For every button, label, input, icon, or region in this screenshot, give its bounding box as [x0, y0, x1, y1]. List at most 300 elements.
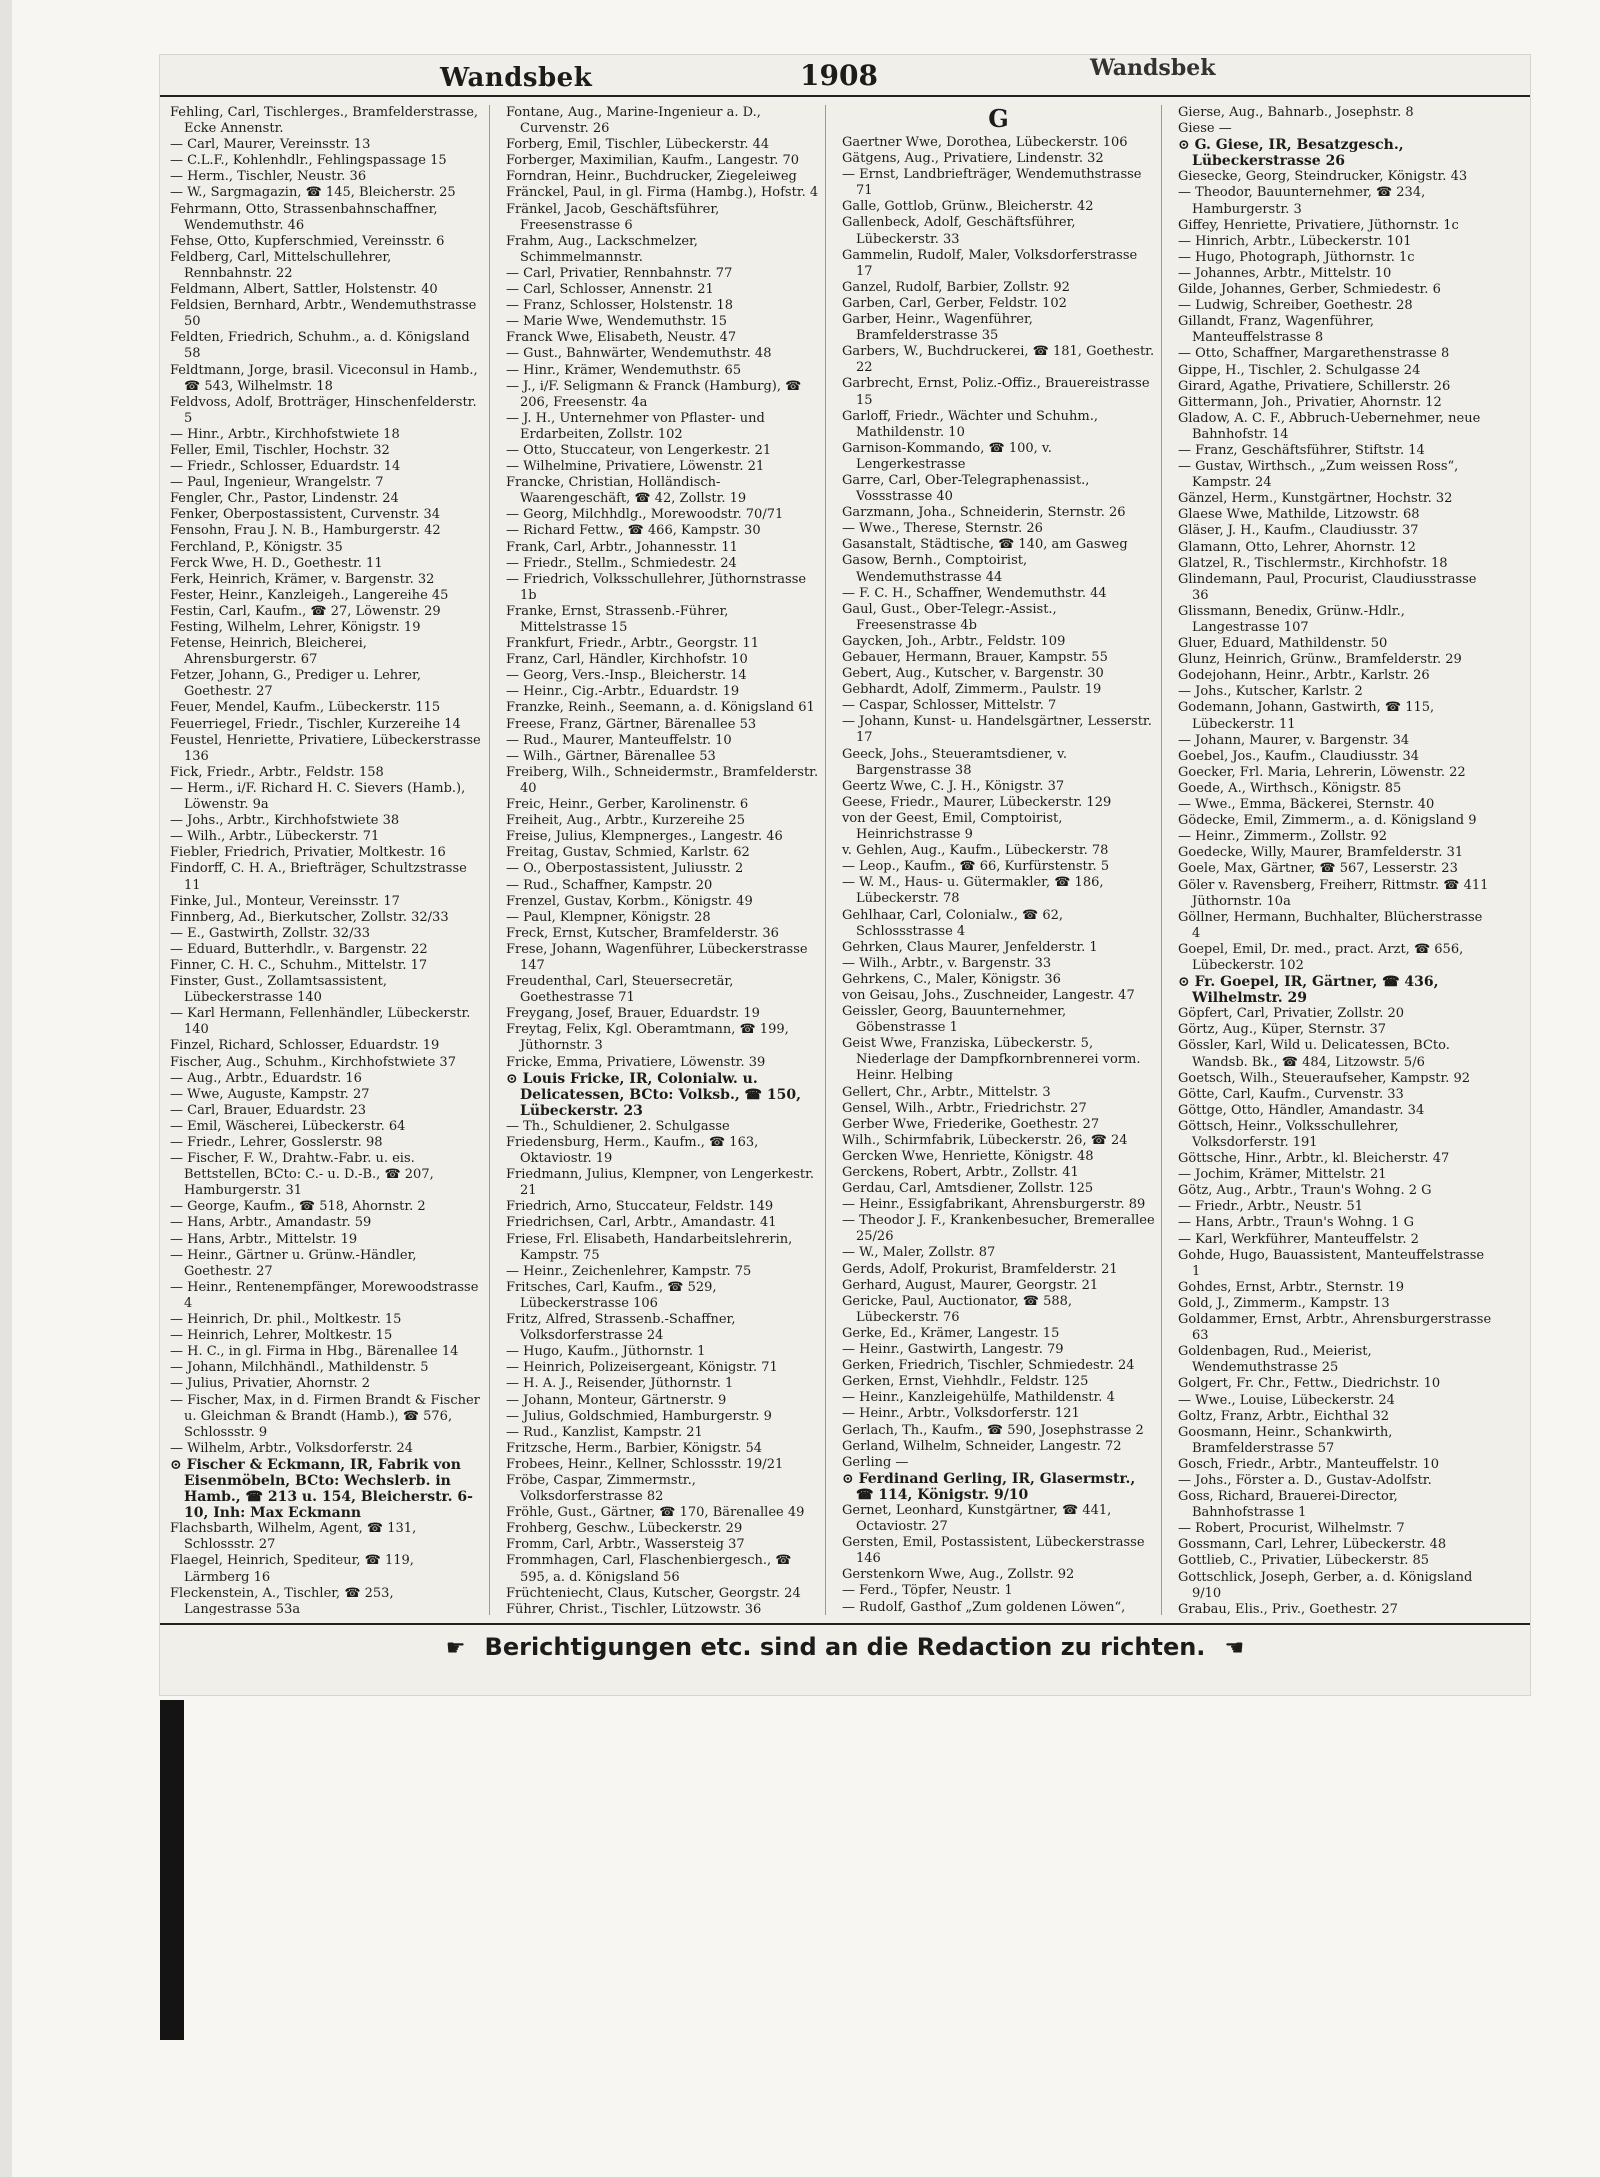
- directory-entry: Frankfurt, Friedr., Arbtr., Georgstr. 11: [506, 636, 759, 652]
- directory-entry: Ferk, Heinrich, Krämer, v. Bargenstr. 32: [170, 571, 435, 587]
- directory-entry: — Heinr., Essigfabrikant, Ahrensburgerstr. 89: [842, 1197, 1146, 1213]
- directory-entry: Frahm, Aug., Lackschmelzer, Schimmelmannstr.: [506, 233, 698, 265]
- directory-entry: — Franz, Geschäftsführer, Stiftstr. 14: [1178, 442, 1425, 458]
- directory-entry: Frese, Johann, Wagenführer, Lübeckerstrasse 147: [506, 941, 808, 973]
- header-year: 1908: [800, 59, 878, 92]
- directory-entry: Gaertner Wwe, Dorothea, Lübeckerstr. 106: [842, 135, 1128, 150]
- directory-entry: Franke, Ernst, Strassenb.-Führer, Mittelstrasse 15: [506, 603, 729, 635]
- directory-entry: — Fischer, Max, in d. Firmen Brandt & Fischer u. Gleichman & Brandt (Hamb.), ☎ 576, Schlossstr. 9: [170, 1392, 480, 1440]
- directory-entry: Fetzer, Johann, G., Prediger u. Lehrer, Goethestr. 27: [170, 668, 421, 700]
- directory-entry: Gossmann, Carl, Lehrer, Lübeckerstr. 48: [1178, 1537, 1447, 1553]
- directory-entry: Gohdes, Ernst, Arbtr., Sternstr. 19: [1178, 1279, 1405, 1295]
- directory-entry: — Richard Fettw., ☎ 466, Kampstr. 30: [506, 523, 761, 539]
- directory-entry: Feller, Emil, Tischler, Hochstr. 32: [170, 442, 390, 458]
- directory-entry: — Johann, Milchhändl., Mathildenstr. 5: [170, 1360, 429, 1376]
- directory-entry: Gebhardt, Adolf, Zimmerm., Paulstr. 19: [842, 682, 1102, 698]
- directory-entry: — Fischer, F. W., Drahtw.-Fabr. u. eis. Bettstellen, BCto: C.- u. D.-B., ☎ 207, Hamburgerstr. 31: [170, 1151, 434, 1199]
- directory-entry: Feldsien, Bernhard, Arbtr., Wendemuthstrasse 50: [170, 298, 477, 330]
- directory-entry: — Johannes, Arbtr., Mittelstr. 10: [1178, 265, 1392, 281]
- directory-entry: Gössler, Karl, Wild u. Delicatessen, BCto. Wandsb. Bk., ☎ 484, Litzowstr. 5/6: [1178, 1038, 1450, 1070]
- directory-entry: Goosmann, Heinr., Schankwirth, Bramfelderstrasse 57: [1178, 1424, 1393, 1456]
- directory-entry: Godejohann, Heinr., Arbtr., Karlstr. 26: [1178, 668, 1430, 684]
- directory-entry: Gerken, Ernst, Viehhdlr., Feldstr. 125: [842, 1374, 1089, 1390]
- directory-entry: — Carl, Privatier, Rennbahnstr. 77: [506, 265, 733, 281]
- directory-entry: — Caspar, Schlosser, Mittelstr. 7: [842, 698, 1057, 714]
- directory-entry: Finster, Gust., Zollamtsassistent, Lübeckerstrasse 140: [170, 974, 387, 1006]
- directory-entry: — Theodor J. F., Krankenbesucher, Bremerallee 25/26: [842, 1213, 1155, 1245]
- directory-entry: Gohde, Hugo, Bauassistent, Manteuffelstrasse 1: [1178, 1247, 1485, 1279]
- directory-entry: — Johann, Maurer, v. Bargenstr. 34: [1178, 732, 1410, 748]
- directory-entry: Golgert, Fr. Chr., Fettw., Diedrichstr. 10: [1178, 1376, 1441, 1392]
- directory-entry: Gerhard, August, Maurer, Georgstr. 21: [842, 1277, 1099, 1293]
- directory-entry: Geese, Friedr., Maurer, Lübeckerstr. 129: [842, 794, 1112, 810]
- directory-entry: Gerling —: [842, 1454, 909, 1470]
- directory-entry: — Wwe., Louise, Lübeckerstr. 24: [1178, 1392, 1395, 1408]
- directory-entry: Goltz, Franz, Arbtr., Eichthal 32: [1178, 1408, 1389, 1424]
- directory-entry: Freiheit, Aug., Arbtr., Kurzereihe 25: [506, 813, 745, 829]
- directory-entry: Geeck, Johs., Steueramtsdiener, v. Bargenstrasse 38: [842, 746, 1067, 778]
- directory-entry: — Herm., Tischler, Neustr. 36: [170, 169, 367, 185]
- directory-entry: von der Geest, Emil, Comptoirist, Heinrichstrasse 9: [842, 810, 1063, 843]
- directory-entry: Gersten, Emil, Postassistent, Lübeckerstrasse 146: [842, 1535, 1145, 1567]
- directory-entry: — Heinrich, Dr. phil., Moltkestr. 15: [170, 1312, 402, 1328]
- directory-entry: Garre, Carl, Ober-Telegraphenassist., Vossstrasse 40: [842, 472, 1090, 505]
- directory-entry: ⊙ Fischer & Eckmann, IR, Fabrik von Eisenmöbeln, BCto: Wechslerb. in Hamb., ☎ 213 u. 154, Bleicherstr. 6-10, Inh: Max Eckmann: [170, 1456, 473, 1522]
- directory-entry: — Heinr., Gastwirth, Langestr. 79: [842, 1342, 1064, 1358]
- directory-entry: — W., Maler, Zollstr. 87: [842, 1245, 996, 1261]
- directory-entry: Goecker, Frl. Maria, Lehrerin, Löwenstr. 22: [1178, 764, 1466, 780]
- directory-entry: Gläser, J. H., Kaufm., Claudiusstr. 37: [1178, 523, 1419, 539]
- directory-entry: Fenker, Oberpostassistent, Curvenstr. 34: [170, 507, 441, 523]
- directory-entry: — Karl Hermann, Fellenhändler, Lübeckerstr. 140: [170, 1006, 471, 1038]
- directory-entry: Fick, Friedr., Arbtr., Feldstr. 158: [170, 764, 384, 780]
- directory-entry: Forndran, Heinr., Buchdrucker, Ziegeleiweg: [506, 169, 797, 185]
- directory-entry: Ferck Wwe, H. D., Goethestr. 11: [170, 555, 383, 571]
- directory-entry: Franck Wwe, Elisabeth, Neustr. 47: [506, 330, 737, 346]
- directory-entry: Gellert, Chr., Arbtr., Mittelstr. 3: [842, 1084, 1051, 1100]
- directory-entry: — Otto, Schaffner, Margarethenstrasse 8: [1178, 346, 1450, 362]
- directory-entry: — Wilhelmine, Privatiere, Löwenstr. 21: [506, 459, 765, 475]
- directory-entry: Goldammer, Ernst, Arbtr., Ahrensburgerstrasse 63: [1178, 1312, 1492, 1344]
- directory-entry: Gerstenkorn Wwe, Aug., Zollstr. 92: [842, 1567, 1075, 1583]
- directory-entry: Findorff, C. H. A., Briefträger, Schultzstrasse 11: [170, 861, 467, 893]
- directory-entry: Gernet, Leonhard, Kunstgärtner, ☎ 441, Octaviostr. 27: [842, 1502, 1112, 1535]
- directory-entry: — Georg, Vers.-Insp., Bleicherstr. 14: [506, 668, 747, 684]
- directory-entry: Gerckens, Robert, Arbtr., Zollstr. 41: [842, 1165, 1079, 1180]
- directory-entry: — Wilh., Gärtner, Bärenallee 53: [506, 748, 716, 764]
- directory-entry: — Ernst, Landbriefträger, Wendemuthstrasse 71: [842, 167, 1142, 199]
- directory-entry: — Wwe., Therese, Sternstr. 26: [842, 521, 1043, 537]
- directory-entry: v. Gehlen, Aug., Kaufm., Lübeckerstr. 78: [842, 843, 1109, 859]
- directory-entry: — Johs., Förster a. D., Gustav-Adolfstr.: [1178, 1472, 1432, 1488]
- directory-entry: — Carl, Brauer, Eduardstr. 23: [170, 1102, 367, 1118]
- directory-entry: Gold, J., Zimmerm., Kampstr. 13: [1178, 1295, 1390, 1311]
- directory-entry: — Hugo, Photograph, Jüthornstr. 1c: [1178, 249, 1415, 265]
- directory-entry: Friese, Frl. Elisabeth, Handarbeitslehrerin, Kampstr. 75: [506, 1231, 793, 1263]
- directory-page: [160, 55, 1530, 1695]
- directory-entry: — Georg, Milchhdlg., Morewoodstr. 70/71: [506, 507, 784, 523]
- directory-entry: Goede, A., Wirthsch., Königstr. 85: [1178, 780, 1402, 796]
- directory-entry: Flaegel, Heinrich, Spediteur, ☎ 119, Lärmberg 16: [170, 1553, 414, 1585]
- directory-entry: Godemann, Johann, Gastwirth, ☎ 115, Lübeckerstr. 11: [1178, 700, 1435, 732]
- directory-entry: — Heinr., Rentenempfänger, Morewoodstrasse 4: [170, 1279, 479, 1311]
- directory-entry: — Franz, Schlosser, Holstenstr. 18: [506, 298, 734, 314]
- directory-entry: — Th., Schuldiener, 2. Schulgasse: [506, 1118, 730, 1134]
- directory-entry: Wilh., Schirmfabrik, Lübeckerstr. 26, ☎ 24: [842, 1132, 1128, 1148]
- directory-entry: Fromm, Carl, Arbtr., Wassersteig 37: [506, 1537, 745, 1553]
- directory-entry: — Friedr., Lehrer, Gosslerstr. 98: [170, 1135, 383, 1150]
- directory-entry: Giffey, Henriette, Privatiere, Jüthornstr. 1c: [1178, 217, 1459, 233]
- directory-entry: Frenzel, Gustav, Korbm., Königstr. 49: [506, 893, 753, 909]
- directory-entry: — Rud., Schaffner, Kampstr. 20: [506, 877, 713, 893]
- directory-entry: Früchteniecht, Claus, Kutscher, Georgstr. 24: [506, 1585, 801, 1601]
- directory-entry: — Robert, Procurist, Wilhelmstr. 7: [1178, 1521, 1405, 1537]
- directory-entry: Garben, Carl, Gerber, Feldstr. 102: [842, 295, 1067, 311]
- directory-entry: Feuerriegel, Friedr., Tischler, Kurzereihe 14: [170, 716, 461, 732]
- directory-entry: — Carl, Schlosser, Annenstr. 21: [506, 282, 714, 298]
- directory-entry: Geertz Wwe, C. J. H., Königstr. 37: [842, 778, 1065, 794]
- directory-entry: Glissmann, Benedix, Grünw.-Hdlr., Langestrasse 107: [1178, 603, 1405, 635]
- directory-entry: — George, Kaufm., ☎ 518, Ahornstr. 2: [170, 1199, 426, 1215]
- directory-entry: Feldtmann, Jorge, brasil. Viceconsul in Hamb., ☎ 543, Wilhelmstr. 18: [170, 362, 478, 394]
- directory-entry: Goss, Richard, Brauerei-Director, Bahnhofstrasse 1: [1178, 1489, 1398, 1521]
- directory-entry: Goele, Max, Gärtner, ☎ 567, Lesserstr. 23: [1178, 861, 1458, 877]
- directory-entry: — Gustav, Wirthsch., „Zum weissen Ross“, Kampstr. 24: [1178, 459, 1459, 491]
- directory-entry: Glamann, Otto, Lehrer, Ahornstr. 12: [1178, 539, 1416, 555]
- directory-entry: Fiebler, Friedrich, Privatier, Moltkestr. 16: [170, 845, 446, 861]
- directory-entry: Gensel, Wilh., Arbtr., Friedrichstr. 27: [842, 1100, 1087, 1116]
- directory-entry: Goepel, Emil, Dr. med., pract. Arzt, ☎ 656, Lübeckerstr. 102: [1178, 941, 1464, 973]
- directory-entry: Gilde, Johannes, Gerber, Schmiedestr. 6: [1178, 282, 1441, 298]
- directory-entry: Giesecke, Georg, Steindrucker, Königstr. 43: [1178, 169, 1468, 185]
- directory-entry: — Wwe., Emma, Bäckerei, Sternstr. 40: [1178, 797, 1435, 813]
- page-footer: [160, 1623, 1530, 1665]
- directory-entry: — Rudolf, Gasthof „Zum goldenen Löwen“,: [842, 1599, 1126, 1615]
- directory-entry: — Friedr., Schlosser, Eduardstr. 14: [170, 459, 401, 475]
- directory-entry: — Heinrich, Polizeisergeant, Königstr. 71: [506, 1360, 778, 1376]
- directory-entry: Freitag, Gustav, Schmied, Karlstr. 62: [506, 845, 750, 861]
- directory-entry: — Friedr., Stellm., Schmiedestr. 24: [506, 555, 737, 571]
- directory-entry: Finzel, Richard, Schlosser, Eduardstr. 19: [170, 1038, 440, 1054]
- column-4: [1178, 105, 1498, 1615]
- directory-entry: — Friedr., Arbtr., Neustr. 51: [1178, 1199, 1363, 1215]
- directory-entry: Fränckel, Paul, in gl. Firma (Hambg.), Hofstr. 4: [506, 185, 819, 201]
- directory-entry: — H. C., in gl. Firma in Hbg., Bärenallee 14: [170, 1344, 459, 1360]
- directory-entry: — Hans, Arbtr., Mittelstr. 19: [170, 1231, 358, 1247]
- directory-entry: Finner, C. H. C., Schuhm., Mittelstr. 17: [170, 957, 428, 973]
- directory-entry: Freese, Franz, Gärtner, Bärenallee 53: [506, 716, 757, 732]
- directory-entry: — Julius, Privatier, Ahornstr. 2: [170, 1376, 371, 1392]
- directory-entry: Finke, Jul., Monteur, Vereinsstr. 17: [170, 893, 400, 909]
- directory-entry: Gerland, Wilhelm, Schneider, Langestr. 72: [842, 1438, 1122, 1454]
- directory-entry: — Heinr., Gärtner u. Grünw.-Händler, Goethestr. 27: [170, 1247, 417, 1279]
- directory-entry: Frommhagen, Carl, Flaschenbiergesch., ☎ 595, a. d. Königsland 56: [506, 1553, 792, 1585]
- directory-entry: Fengler, Chr., Pastor, Lindenstr. 24: [170, 491, 399, 507]
- column-1: [170, 105, 490, 1615]
- directory-entry: — Friedrich, Volksschullehrer, Jüthornstrasse 1b: [506, 571, 807, 603]
- scan-strip: [160, 1700, 184, 2040]
- directory-entry: Fetense, Heinrich, Bleicherei, Ahrensburgerstr. 67: [170, 636, 367, 668]
- directory-entry: — Leop., Kaufm., ☎ 66, Kurfürstenstr. 5: [842, 859, 1110, 875]
- directory-entry: Gebert, Aug., Kutscher, v. Bargenstr. 30: [842, 666, 1104, 682]
- directory-entry: Freudenthal, Carl, Steuersecretär, Goethestrasse 71: [506, 974, 734, 1006]
- directory-entry: Fensohn, Frau J. N. B., Hamburgerstr. 42: [170, 523, 441, 539]
- directory-entry: Gladow, A. C. F., Abbruch-Uebernehmer, neue Bahnhofstr. 14: [1178, 410, 1481, 442]
- footer-notice: Berichtigungen etc. sind an die Redaction zu richten.: [484, 1633, 1206, 1661]
- directory-entry: Ferchland, P., Königstr. 35: [170, 539, 343, 555]
- directory-entry: — Paul, Klempner, Königstr. 28: [506, 909, 711, 925]
- directory-entry: Franz, Carl, Händler, Kirchhofstr. 10: [506, 652, 748, 668]
- directory-entry: Forberg, Emil, Tischler, Lübeckerstr. 44: [506, 137, 770, 153]
- directory-entry: Geist Wwe, Franziska, Lübeckerstr. 5, Niederlage der Dampfkornbrennerei vorm. Heinr. Helbing: [842, 1036, 1141, 1084]
- column-2: [506, 105, 826, 1615]
- directory-entry: Gebauer, Hermann, Brauer, Kampstr. 55: [842, 650, 1108, 665]
- directory-entry: — F. C. H., Schaffner, Wendemuthstr. 44: [842, 585, 1107, 601]
- directory-entry: — Marie Wwe, Wendemuthstr. 15: [506, 314, 728, 330]
- section-letter: G: [988, 105, 1009, 133]
- directory-entry: — Wilh., Arbtr., Lübeckerstr. 71: [170, 829, 380, 845]
- directory-entry: Friedrichsen, Carl, Arbtr., Amandastr. 41: [506, 1215, 777, 1231]
- directory-entry: Garbrecht, Ernst, Poliz.-Offiz., Brauereistrasse 15: [842, 376, 1150, 408]
- directory-entry: Garbers, W., Buchdruckerei, ☎ 181, Goethestr. 22: [842, 344, 1155, 376]
- directory-entry: Fritsches, Carl, Kaufm., ☎ 529, Lübeckerstrasse 106: [506, 1279, 717, 1311]
- pointing-hand-right-icon: ☚: [1224, 1636, 1245, 1661]
- directory-entry: Festing, Wilhelm, Lehrer, Königstr. 19: [170, 620, 421, 635]
- directory-entry: Göllner, Hermann, Buchhalter, Blücherstrasse 4: [1178, 909, 1483, 941]
- directory-entry: Gerlach, Th., Kaufm., ☎ 590, Josephstrasse 2: [842, 1422, 1144, 1438]
- directory-entry: Gaycken, Joh., Arbtr., Feldstr. 109: [842, 633, 1066, 649]
- directory-entry: Feustel, Henriette, Privatiere, Lübeckerstrasse 136: [170, 732, 481, 764]
- directory-entry: Gasanstalt, Städtische, ☎ 140, am Gasweg: [842, 537, 1128, 553]
- directory-entry: Gehrken, Claus Maurer, Jenfelderstr. 1: [842, 939, 1098, 955]
- directory-entry: Gänzel, Herm., Kunstgärtner, Hochstr. 32: [1178, 491, 1453, 507]
- directory-entry: — Heinr., Zeichenlehrer, Kampstr. 75: [506, 1263, 752, 1279]
- directory-entry: — Paul, Ingenieur, Wrangelstr. 7: [170, 475, 384, 491]
- directory-entry: ⊙ Louis Fricke, IR, Colonialw. u. Delicatessen, BCto: Volksb., ☎ 150, Lübeckerstr. 23: [506, 1070, 801, 1119]
- directory-entry: Fröbe, Caspar, Zimmermstr., Volksdorferstrasse 82: [506, 1472, 696, 1505]
- directory-entry: — J., i/F. Seligmann & Franck (Hamburg), ☎ 206, Freesenstr. 4a: [506, 378, 802, 410]
- directory-entry: Feldmann, Albert, Sattler, Holstenstr. 40: [170, 282, 438, 298]
- directory-entry: Fricke, Emma, Privatiere, Löwenstr. 39: [506, 1054, 766, 1070]
- directory-entry: — Hinr., Krämer, Wendemuthstr. 65: [506, 362, 742, 378]
- directory-entry: Fränkel, Jacob, Geschäftsführer, Freesenstrasse 6: [506, 201, 720, 233]
- directory-entry: Feuer, Mendel, Kaufm., Lübeckerstr. 115: [170, 700, 441, 716]
- directory-entry: Finnberg, Ad., Bierkutscher, Zollstr. 32/33: [170, 909, 449, 925]
- directory-entry: — Wilhelm, Arbtr., Volksdorferstr. 24: [170, 1440, 414, 1456]
- directory-entry: — Otto, Stuccateur, von Lengerkestr. 21: [506, 442, 772, 458]
- directory-entry: Geissler, Georg, Bauunternehmer, Göbenstrasse 1: [842, 1004, 1067, 1036]
- directory-entry: Fröhle, Gust., Gärtner, ☎ 170, Bärenallee 49: [506, 1505, 805, 1521]
- directory-entry: Gehlhaar, Carl, Colonialw., ☎ 62, Schlossstrasse 4: [842, 907, 1064, 939]
- directory-entry: Frobees, Heinr., Kellner, Schlossstr. 19/21: [506, 1456, 784, 1472]
- directory-entry: — H. A. J., Reisender, Jüthornstr. 1: [506, 1376, 734, 1392]
- directory-entry: — Karl, Werkführer, Manteuffelstr. 2: [1178, 1231, 1419, 1247]
- directory-entry: Glaese Wwe, Mathilde, Litzowstr. 68: [1178, 507, 1420, 523]
- header-left-title: Wandsbek: [440, 63, 593, 93]
- directory-entry: — Jochim, Krämer, Mittelstr. 21: [1178, 1167, 1387, 1183]
- directory-entry: Goetsch, Wilh., Steueraufseher, Kampstr. 92: [1178, 1070, 1471, 1086]
- header-right-title: Wandsbek: [1090, 55, 1216, 81]
- directory-entry: Gerber Wwe, Friederike, Goethestr. 27: [842, 1116, 1100, 1132]
- directory-entry: Gätgens, Aug., Privatiere, Lindenstr. 32: [842, 151, 1104, 167]
- directory-entry: Fehse, Otto, Kupferschmied, Vereinsstr. 6: [170, 233, 445, 249]
- directory-entry: Francke, Christian, Holländisch-Waarengeschäft, ☎ 42, Zollstr. 19: [506, 475, 747, 507]
- directory-entry: — Eduard, Butterhdlr., v. Bargenstr. 22: [170, 941, 428, 957]
- directory-entry: Feldten, Friedrich, Schuhm., a. d. Königsland 58: [170, 330, 470, 362]
- directory-entry: Friedensburg, Herm., Kaufm., ☎ 163, Oktaviostr. 19: [506, 1135, 759, 1167]
- directory-entry: Götte, Carl, Kaufm., Curvenstr. 33: [1178, 1086, 1404, 1102]
- directory-entry: Gallenbeck, Adolf, Geschäftsführer, Lübeckerstr. 33: [842, 215, 1076, 247]
- directory-entry: Gottschlick, Joseph, Gerber, a. d. Königsland 9/10: [1178, 1569, 1473, 1601]
- directory-entry: — Rud., Maurer, Manteuffelstr. 10: [506, 732, 732, 748]
- directory-entry: — Johs., Arbtr., Kirchhofstwiete 38: [170, 813, 400, 829]
- directory-entry: — C.L.F., Kohlenhdlr., Fehlingspassage 15: [170, 153, 447, 169]
- directory-entry: Forberger, Maximilian, Kaufm., Langestr. 70: [506, 153, 800, 169]
- directory-entry: Gerken, Friedrich, Tischler, Schmiedestr. 24: [842, 1358, 1135, 1374]
- directory-entry: Fehling, Carl, Tischlerges., Bramfelderstrasse, Ecke Annenstr.: [170, 105, 479, 137]
- directory-entry: Fritzsche, Herm., Barbier, Königstr. 54: [506, 1440, 762, 1456]
- directory-entry: — Heinr., Arbtr., Volksdorferstr. 121: [842, 1406, 1080, 1422]
- directory-entry: — Julius, Goldschmied, Hamburgerstr. 9: [506, 1408, 772, 1424]
- column-3: [842, 105, 1162, 1615]
- directory-entry: Garloff, Friedr., Wächter und Schuhm., Mathildenstr. 10: [842, 408, 1098, 440]
- directory-entry: Görtz, Aug., Küper, Sternstr. 37: [1178, 1022, 1387, 1038]
- directory-entry: Ganzel, Rudolf, Barbier, Zollstr. 92: [842, 279, 1070, 295]
- directory-entry: — Theodor, Bauunternehmer, ☎ 234, Hamburgerstr. 3: [1178, 185, 1426, 217]
- directory-entry: ⊙ G. Giese, IR, Besatzgesch., Lübeckerstrasse 26: [1178, 137, 1404, 170]
- directory-entry: — Hinr., Arbtr., Kirchhofstwiete 18: [170, 426, 400, 442]
- directory-entry: Gasow, Bernh., Comptoirist, Wendemuthstrasse 44: [842, 553, 1028, 585]
- directory-entry: — Ferd., Töpfer, Neustr. 1: [842, 1583, 1013, 1599]
- directory-entry: — Heinr., Cig.-Arbtr., Eduardstr. 19: [506, 684, 740, 700]
- directory-entry: Freic, Heinr., Gerber, Karolinenstr. 6: [506, 797, 749, 813]
- directory-entry: Frohberg, Geschw., Lübeckerstr. 29: [506, 1521, 743, 1537]
- directory-entry: Gottlieb, C., Privatier, Lübeckerstr. 85: [1178, 1553, 1430, 1569]
- directory-entry: — J. H., Unternehmer von Pflaster- und Erdarbeiten, Zollstr. 102: [506, 410, 765, 442]
- directory-entry: Freiberg, Wilh., Schneidermstr., Bramfelderstr. 40: [506, 764, 819, 796]
- directory-entry: Fleckenstein, A., Tischler, ☎ 253, Langestrasse 53a: [170, 1585, 394, 1615]
- directory-entry: — Hans, Arbtr., Traun's Wohng. 1 G: [1178, 1215, 1415, 1231]
- directory-entry: Giese —: [1178, 121, 1232, 137]
- directory-entry: — W., Sargmagazin, ☎ 145, Bleicherstr. 25: [170, 185, 456, 201]
- directory-entry: Friedrich, Arno, Stuccateur, Feldstr. 149: [506, 1199, 774, 1215]
- directory-entry: — Herm., i/F. Richard H. C. Sievers (Hamb.), Löwenstr. 9a: [170, 780, 466, 813]
- directory-entry: Glindemann, Paul, Procurist, Claudiusstrasse 36: [1178, 571, 1477, 603]
- directory-entry: Garnison-Kommando, ☎ 100, v. Lengerkestrasse: [842, 440, 1052, 472]
- directory-entry: Gercken Wwe, Henriette, Königstr. 48: [842, 1148, 1094, 1164]
- directory-entry: Gluer, Eduard, Mathildenstr. 50: [1178, 636, 1388, 652]
- directory-entry: Gittermann, Joh., Privatier, Ahornstr. 12: [1178, 394, 1442, 410]
- directory-entry: — Wilh., Arbtr., v. Bargenstr. 33: [842, 955, 1052, 971]
- directory-entry: — W. M., Haus- u. Gütermakler, ☎ 186, Lübeckerstr. 78: [842, 875, 1104, 907]
- directory-entry: Gerke, Ed., Krämer, Langestr. 15: [842, 1325, 1060, 1341]
- directory-entry: — Heinr., Kanzleigehülfe, Mathildenstr. 4: [842, 1390, 1115, 1406]
- directory-entry: Gierse, Aug., Bahnarb., Josephstr. 8: [1178, 105, 1414, 120]
- directory-entry: Garzmann, Joha., Schneiderin, Sternstr. 26: [842, 505, 1126, 521]
- directory-entry: — Johann, Monteur, Gärtnerstr. 9: [506, 1392, 727, 1408]
- directory-entry: Grabau, Elis., Priv., Goethestr. 27: [1178, 1601, 1398, 1615]
- directory-entry: Feldberg, Carl, Mittelschullehrer, Rennbahnstr. 22: [170, 249, 392, 281]
- directory-entry: Gammelin, Rudolf, Maler, Volksdorferstrasse 17: [842, 247, 1138, 279]
- directory-entry: Goebel, Jos., Kaufm., Claudiusstr. 34: [1178, 748, 1420, 764]
- directory-entry: Goldenbagen, Rud., Meierist, Wendemuthstrasse 25: [1178, 1344, 1372, 1376]
- directory-entry: Göttsch, Heinr., Volksschullehrer, Volksdorferstr. 191: [1178, 1118, 1399, 1150]
- directory-entry: Gaul, Gust., Ober-Telegr.-Assist., Freesenstrasse 4b: [842, 601, 1057, 633]
- directory-entry: — Carl, Maurer, Vereinsstr. 13: [170, 137, 371, 153]
- directory-entry: Gosch, Friedr., Arbtr., Manteuffelstr. 10: [1178, 1456, 1440, 1472]
- directory-entry: Freygang, Josef, Brauer, Eduardstr. 19: [506, 1006, 760, 1022]
- directory-entry: Franzke, Reinh., Seemann, a. d. Königsland 61: [506, 700, 815, 716]
- directory-entry: Friedmann, Julius, Klempner, von Lengerkestr. 21: [506, 1167, 815, 1199]
- directory-entry: Göpfert, Carl, Privatier, Zollstr. 20: [1178, 1006, 1405, 1022]
- directory-entry: Götz, Aug., Arbtr., Traun's Wohng. 2 G: [1178, 1183, 1432, 1199]
- directory-entry: Fischer, Aug., Schuhm., Kirchhofstwiete 37: [170, 1054, 456, 1070]
- directory-entry: Gödecke, Emil, Zimmerm., a. d. Königsland 9: [1178, 813, 1477, 829]
- scan-edge: [0, 0, 12, 2177]
- directory-entry: Göttsche, Hinr., Arbtr., kl. Bleicherstr. 47: [1178, 1151, 1450, 1167]
- directory-entry: Goedecke, Willy, Maurer, Bramfelderstr. 31: [1178, 845, 1464, 861]
- directory-entry: von Geisau, Johs., Zuschneider, Langestr. 47: [842, 987, 1135, 1003]
- directory-entry: — Johann, Kunst- u. Handelsgärtner, Lesserstr. 17: [842, 714, 1152, 746]
- directory-entry: Gerdau, Carl, Amtsdiener, Zollstr. 125: [842, 1181, 1094, 1197]
- directory-entry: Führer, Christ., Tischler, Lützowstr. 36: [506, 1601, 762, 1615]
- directory-entry: Göler v. Ravensberg, Freiherr, Rittmstr. ☎ 411 Jüthornstr. 10a: [1178, 877, 1489, 909]
- directory-entry: Festin, Carl, Kaufm., ☎ 27, Löwenstr. 29: [170, 603, 441, 619]
- directory-entry: — Hans, Arbtr., Amandastr. 59: [170, 1215, 372, 1231]
- directory-entry: — Heinr., Zimmerm., Zollstr. 92: [1178, 829, 1388, 845]
- directory-entry: Frank, Carl, Arbtr., Johannesstr. 11: [506, 539, 738, 555]
- directory-entry: — Heinrich, Lehrer, Moltkestr. 15: [170, 1328, 393, 1344]
- directory-entry: — O., Oberpostassistent, Juliusstr. 2: [506, 861, 744, 877]
- directory-entry: Glatzel, R., Tischlermstr., Kirchhofstr. 18: [1178, 555, 1448, 571]
- pointing-hand-left-icon: ☛: [445, 1636, 466, 1661]
- directory-entry: Fontane, Aug., Marine-Ingenieur a. D., Curvenstr. 26: [506, 105, 761, 137]
- directory-entry: — E., Gastwirth, Zollstr. 32/33: [170, 925, 370, 941]
- directory-entry: Glunz, Heinrich, Grünw., Bramfelderstr. 29: [1178, 652, 1462, 668]
- directory-entry: Gericke, Paul, Auctionator, ☎ 588, Lübeckerstr. 76: [842, 1293, 1073, 1325]
- directory-entry: Galle, Gottlob, Grünw., Bleicherstr. 42: [842, 199, 1094, 215]
- directory-entry: Freck, Ernst, Kutscher, Bramfelderstr. 36: [506, 925, 779, 941]
- directory-entry: Fehrmann, Otto, Strassenbahnschaffner, Wendemuthstr. 46: [170, 201, 438, 233]
- directory-entry: — Aug., Arbtr., Eduardstr. 16: [170, 1070, 362, 1086]
- directory-columns: [170, 105, 1520, 1615]
- directory-entry: — Rud., Kanzlist, Kampstr. 21: [506, 1424, 703, 1440]
- directory-entry: Girard, Agathe, Privatiere, Schillerstr. 26: [1178, 378, 1451, 394]
- directory-entry: Feldvoss, Adolf, Brotträger, Hinschenfelderstr. 5: [170, 394, 477, 426]
- directory-entry: Göttge, Otto, Händler, Amandastr. 34: [1178, 1102, 1425, 1118]
- directory-entry: Gerds, Adolf, Prokurist, Bramfelderstr. 21: [842, 1261, 1118, 1277]
- directory-entry: — Hinrich, Arbtr., Lübeckerstr. 101: [1178, 233, 1412, 249]
- directory-entry: — Hugo, Kaufm., Jüthornstr. 1: [506, 1344, 706, 1360]
- directory-entry: Gehrkens, C., Maler, Königstr. 36: [842, 971, 1061, 987]
- directory-entry: — Gust., Bahnwärter, Wendemuthstr. 48: [506, 346, 772, 362]
- directory-entry: Gippe, H., Tischler, 2. Schulgasse 24: [1178, 362, 1421, 378]
- directory-entry: — Johs., Kutscher, Karlstr. 2: [1178, 684, 1363, 700]
- directory-entry: — Ludwig, Schreiber, Goethestr. 28: [1178, 298, 1413, 314]
- directory-entry: Freytag, Felix, Kgl. Oberamtmann, ☎ 199, Jüthornstr. 3: [506, 1022, 789, 1054]
- directory-entry: ⊙ Fr. Goepel, IR, Gärtner, ☎ 436, Wilhelmstr. 29: [1178, 974, 1439, 1007]
- directory-entry: Fritz, Alfred, Strassenb.-Schaffner, Volksdorferstrasse 24: [506, 1312, 736, 1344]
- directory-entry: Freise, Julius, Klempnerges., Langestr. 46: [506, 829, 783, 845]
- directory-entry: ⊙ Ferdinand Gerling, IR, Glasermstr., ☎ 114, Königstr. 9/10: [842, 1470, 1136, 1503]
- directory-entry: Flachsbarth, Wilhelm, Agent, ☎ 131, Schlossstr. 27: [170, 1521, 417, 1553]
- directory-entry: — Emil, Wäscherei, Lübeckerstr. 64: [170, 1118, 406, 1134]
- directory-entry: — Wwe, Auguste, Kampstr. 27: [170, 1086, 370, 1102]
- directory-entry: Fester, Heinr., Kanzleigeh., Langereihe 45: [170, 587, 449, 603]
- directory-entry: Gillandt, Franz, Wagenführer, Manteuffelstrasse 8: [1178, 314, 1375, 346]
- page-header: [160, 55, 1530, 97]
- directory-entry: Garber, Heinr., Wagenführer, Bramfelderstrasse 35: [842, 312, 1033, 344]
